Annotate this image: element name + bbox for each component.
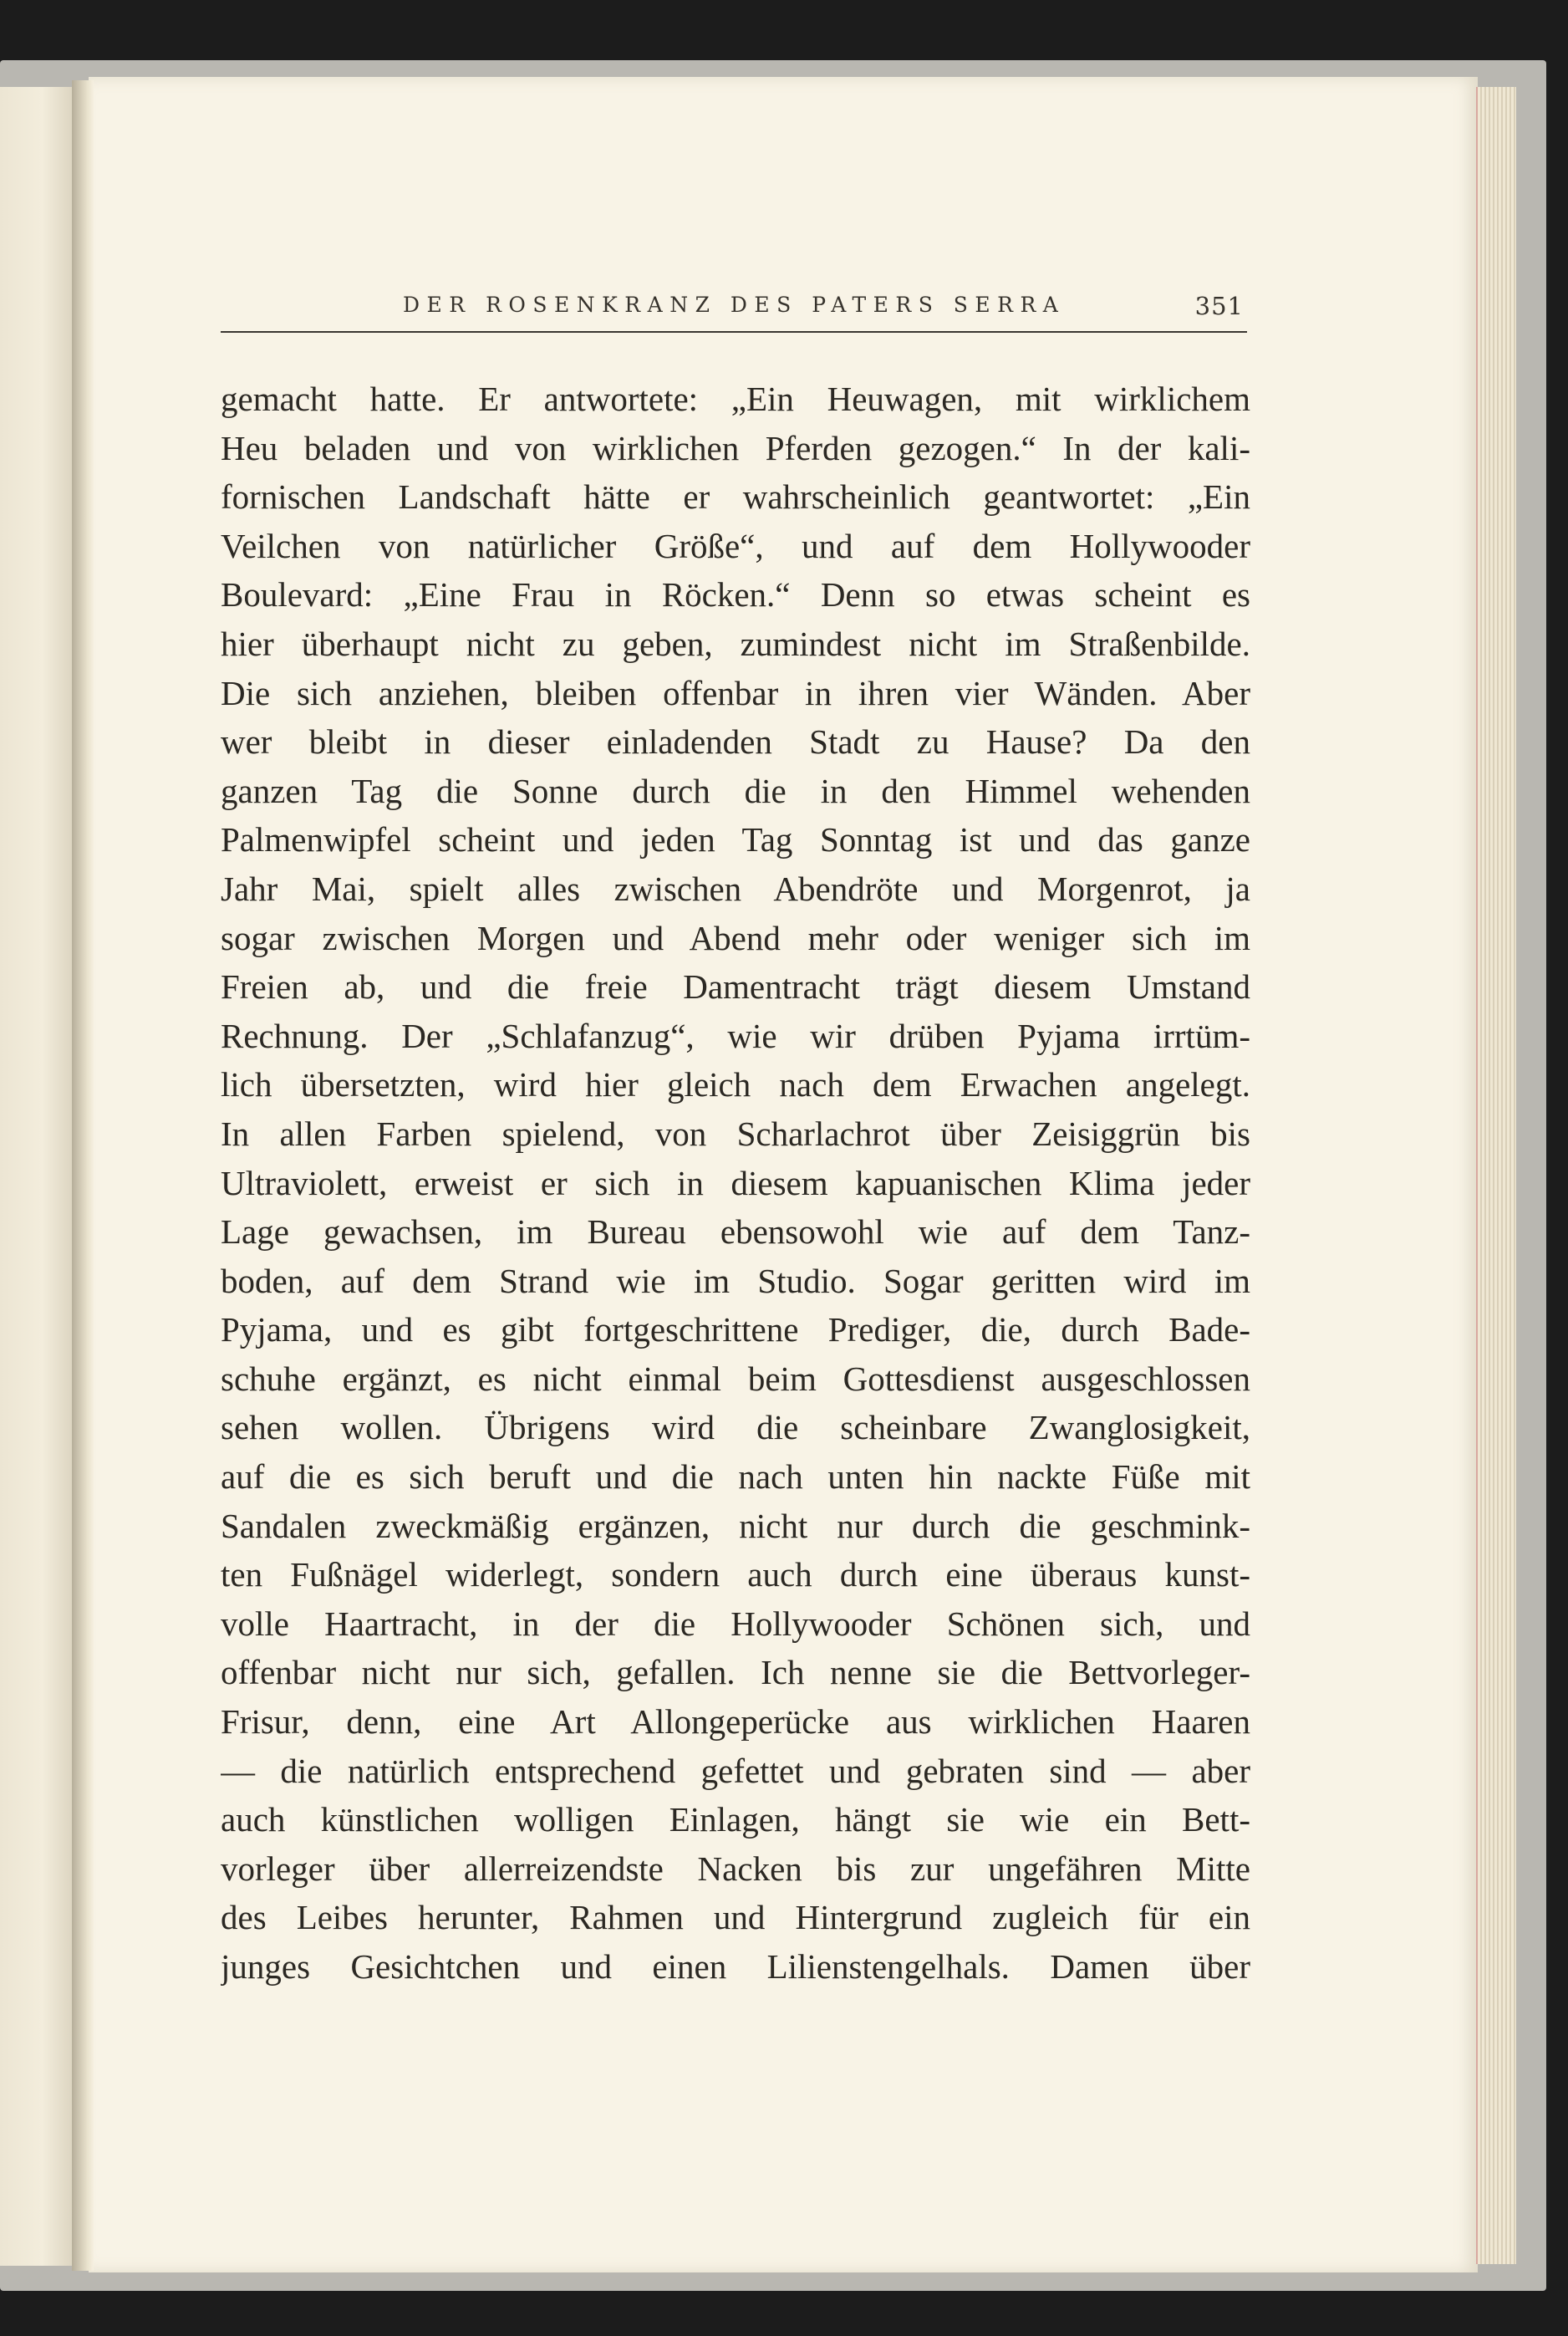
text-line: ganzen Tag die Sonne durch die in den Himmel wehenden [221, 771, 1250, 810]
text-line: lich übersetzten, wird hier gleich nach dem Erwachen angelegt. [221, 1065, 1250, 1104]
text-line: sogar zwischen Morgen und Abend mehr oder weniger sich im [221, 918, 1250, 957]
book-gutter [72, 80, 94, 2271]
text-line: Boulevard: „Eine Frau in Röcken.“ Denn so etwas scheint es [221, 575, 1250, 615]
text-line: Heu beladen und von wirklichen Pferden gezogen.“ In der kali- [221, 428, 1250, 467]
text-line: hier überhaupt nicht zu geben, zumindest nicht im Straßenbilde. [221, 624, 1250, 663]
text-line: Ultraviolett, erweist er sich in diesem kapuanischen Klima jeder [221, 1163, 1250, 1202]
text-line: sehen wollen. Übrigens wird die scheinbare Zwanglosigkeit, [221, 1408, 1250, 1447]
text-line: des Leibes herunter, Rahmen und Hintergrund zugleich für ein [221, 1898, 1250, 1937]
page-number: 351 [1194, 292, 1244, 320]
text-line: Sandalen zweckmäßig ergänzen, nicht nur durch die geschmink- [221, 1506, 1250, 1545]
text-line: boden, auf dem Strand wie im Studio. Sogar geritten wird im [221, 1261, 1250, 1300]
text-line: offenbar nicht nur sich, gefallen. Ich nenne sie die Bettvorleger- [221, 1653, 1250, 1692]
text-line: Rechnung. Der „Schlafanzug“, wie wir drüben Pyjama irrtüm- [221, 1016, 1250, 1055]
page-edges [1476, 87, 1516, 2264]
text-line: gemacht hatte. Er antwortete: „Ein Heuwagen, mit wirklichem [221, 380, 1250, 418]
text-line: vorleger über allerreizendste Nacken bis zur ungefähren Mitte [221, 1849, 1250, 1888]
text-line: auf die es sich beruft und die nach unten hin nackte Füße mit [221, 1457, 1250, 1497]
text-line: volle Haartracht, in der die Hollywooder Schönen sich, und [221, 1604, 1250, 1643]
text-line: schuhe ergänzt, es nicht einmal beim Gottesdienst ausgeschlossen [221, 1359, 1250, 1398]
text-line: auch künstlichen wolligen Einlagen, hängt sie wie ein Bett- [221, 1800, 1250, 1839]
text-line: Pyjama, und es gibt fortgeschrittene Prediger, die, durch Bade- [221, 1310, 1250, 1349]
text-line: junges Gesichtchen und einen Lilienstengelhals. Damen über [221, 1947, 1250, 1986]
previous-page-edge [0, 87, 77, 2266]
text-line: — die natürlich entsprechend gefettet und gebraten sind — aber [221, 1751, 1250, 1790]
running-title: DER ROSENKRANZ DES PATERS SERRA [403, 293, 1066, 317]
text-line: Palmenwipfel scheint und jeden Tag Sonntag ist und das ganze [221, 820, 1250, 859]
text-line: fornischen Landschaft hätte er wahrscheinlich geantwortet: „Ein [221, 477, 1250, 517]
body-text [221, 375, 1250, 1992]
text-line: Freien ab, und die freie Damentracht trägt diesem Umstand [221, 967, 1250, 1007]
text-line: In allen Farben spielend, von Scharlachrot über Zeisiggrün bis [221, 1114, 1250, 1153]
text-line: Frisur, denn, eine Art Allongeperücke aus wirklichen Haaren [221, 1702, 1250, 1742]
text-line: Die sich anziehen, bleiben offenbar in ihren vier Wänden. Aber [221, 673, 1250, 712]
text-line: ten Fußnägel widerlegt, sondern auch durch eine überaus kunst- [221, 1555, 1250, 1594]
text-line: Lage gewachsen, im Bureau ebensowohl wie auf dem Tanz- [221, 1212, 1250, 1252]
running-head [221, 291, 1247, 333]
text-line: Veilchen von natürlicher Größe“, und auf dem Hollywooder [221, 526, 1250, 565]
text-line: Jahr Mai, spielt alles zwischen Abendröte und Morgenrot, ja [221, 869, 1250, 908]
text-line: wer bleibt in dieser einladenden Stadt zu Hause? Da den [221, 722, 1250, 762]
